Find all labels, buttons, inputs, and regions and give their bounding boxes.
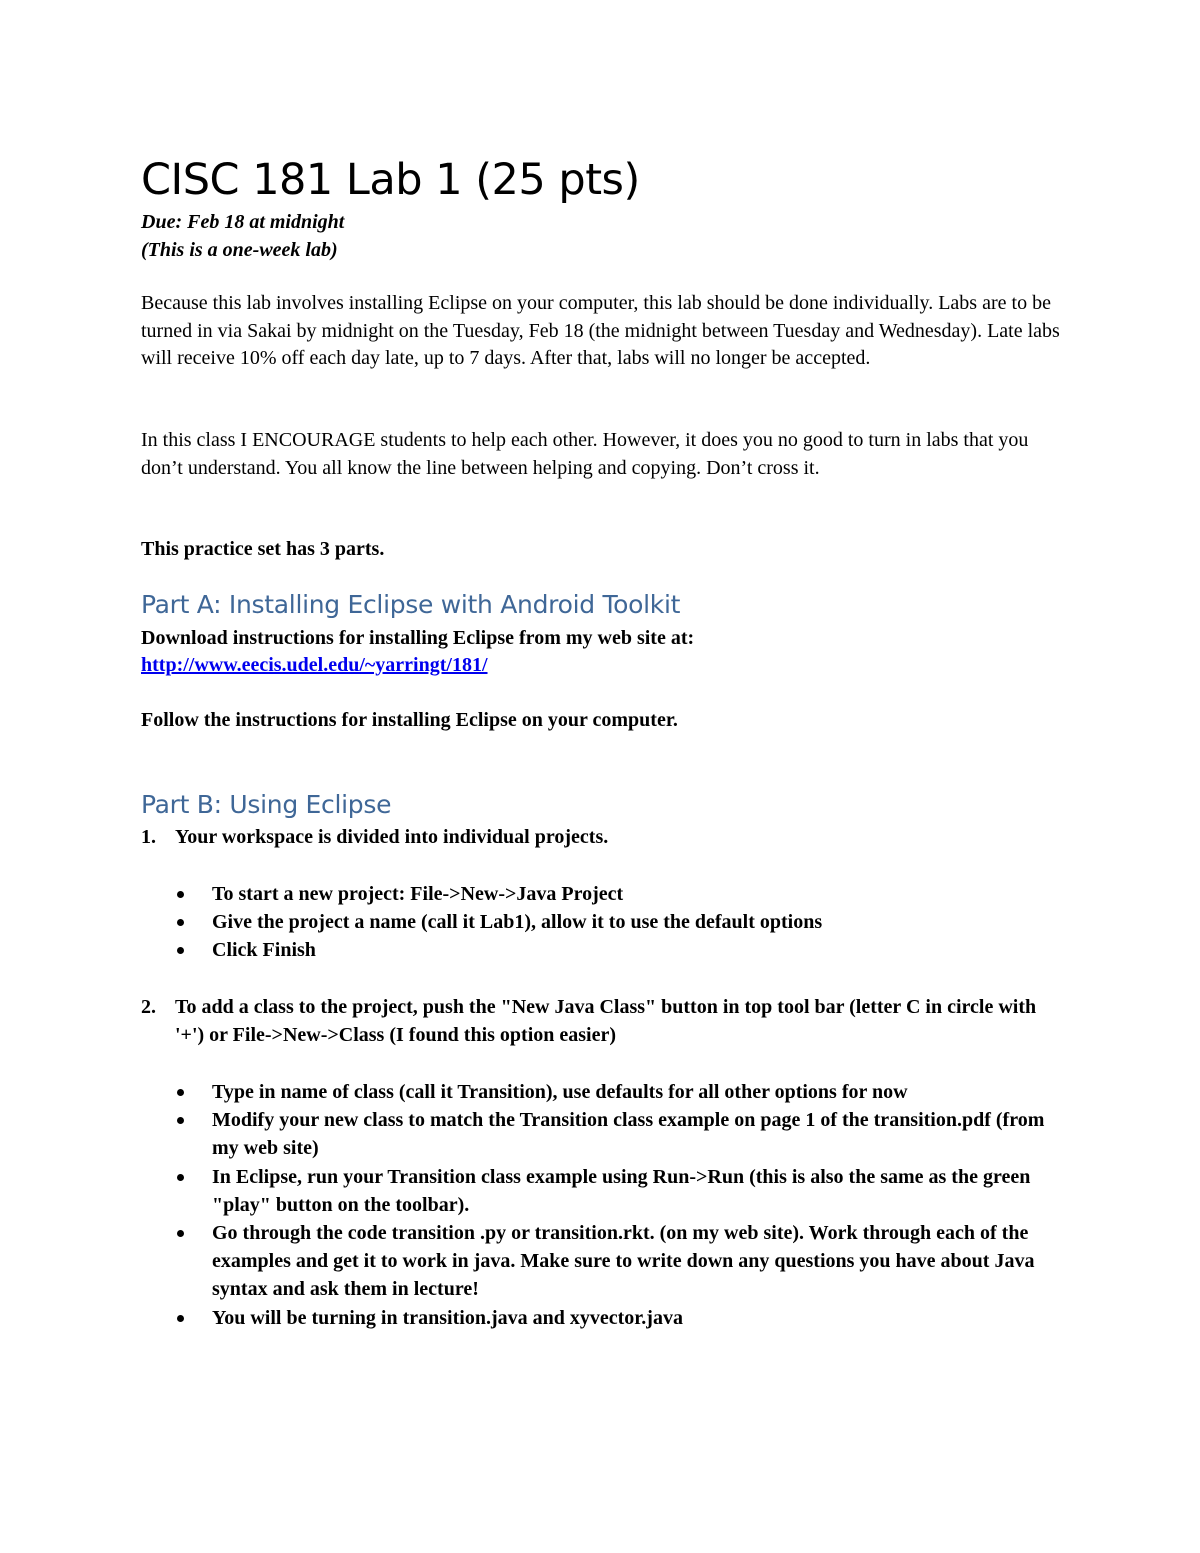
bullet-text: To start a new project: File->New->Java Project — [212, 883, 624, 905]
bullet-icon — [177, 891, 184, 898]
page-title: CISC 181 Lab 1 (25 pts) — [141, 155, 640, 205]
bullet-icon — [177, 1089, 184, 1096]
step-1-bullet-list — [141, 880, 1066, 965]
due-line: Due: Feb 18 at midnight — [141, 211, 345, 233]
part-a-heading: Part A: Installing Eclipse with Android Toolkit — [141, 590, 681, 619]
bullet-icon — [177, 919, 184, 926]
intro-paragraph-parts: This practice set has 3 parts. — [141, 538, 385, 560]
course-website-link[interactable]: http://www.eecis.udel.edu/~yarringt/181/ — [141, 654, 488, 676]
bullet-text: Type in name of class (call it Transition), use defaults for all other options for now — [212, 1081, 908, 1103]
bullet-text: Give the project a name (call it Lab1), allow it to use the default options — [212, 911, 823, 934]
part-b-step-1 — [141, 824, 1066, 852]
bullet-text: Click Finish — [212, 939, 316, 962]
list-item — [141, 1078, 1066, 1106]
step-1-number: 1. — [141, 826, 156, 848]
bullet-icon — [177, 947, 184, 954]
list-item — [141, 1219, 1066, 1304]
part-a-download-text: Download instructions for installing Eclipse from my web site at: — [141, 627, 695, 649]
intro-paragraph-policy: Because this lab involves installing Eclipse on your computer, this lab should be done individually. Labs are to be turned in via Sakai by midnight on the Tuesday, Feb 18 (the midnight between Tuesday and Wednesday). Late labs will receive 10% off each day late, up to 7 days. After that, labs will no longer be accepted. — [141, 292, 1060, 369]
list-item — [141, 1106, 1066, 1162]
step-2-number: 2. — [141, 996, 156, 1018]
list-item — [141, 1304, 1066, 1332]
step-2-text: To add a class to the project, push the "New Java Class" button in top tool bar (letter C in circle with '+') or File->New->Class (I found this option easier) — [175, 996, 1037, 1046]
intro-paragraph-collaboration: In this class I ENCOURAGE students to help each other. However, it does you no good to turn in labs that you don’t understand. You all know the line between helping and copying. Don’t cross it. — [141, 429, 1029, 479]
due-block — [141, 208, 344, 264]
part-a-follow-text: Follow the instructions for installing Eclipse on your computer. — [141, 709, 678, 731]
step-1-text: Your workspace is divided into individual projects. — [175, 826, 609, 848]
part-b-step-2 — [141, 994, 1066, 1049]
list-item — [141, 908, 1066, 936]
bullet-icon — [177, 1315, 184, 1322]
list-item — [141, 1163, 1066, 1219]
one-week-note: (This is a one-week lab) — [141, 239, 338, 261]
step-2-bullet-list — [141, 1078, 1066, 1332]
bullet-text: In Eclipse, run your Transition class example using Run->Run (this is also the same as the green "play" button on the toolbar). — [212, 1165, 1031, 1216]
bullet-text: Modify your new class to match the Transition class example on page 1 of the transition.pdf (from my web site) — [212, 1109, 1045, 1160]
bullet-text: Go through the code transition .py or transition.rkt. (on my web site). Work through each of the examples and get it to work in java. Make sure to write down any questions you have about Java syntax and ask them in lecture! — [212, 1222, 1035, 1301]
bullet-icon — [177, 1230, 184, 1237]
list-item — [141, 880, 1066, 908]
bullet-icon — [177, 1117, 184, 1124]
part-a-url-line — [141, 652, 1066, 680]
list-item — [141, 936, 1066, 964]
part-b-heading: Part B: Using Eclipse — [141, 790, 392, 819]
bullet-icon — [177, 1174, 184, 1181]
bullet-text: You will be turning in transition.java and xyvector.java — [212, 1306, 683, 1329]
